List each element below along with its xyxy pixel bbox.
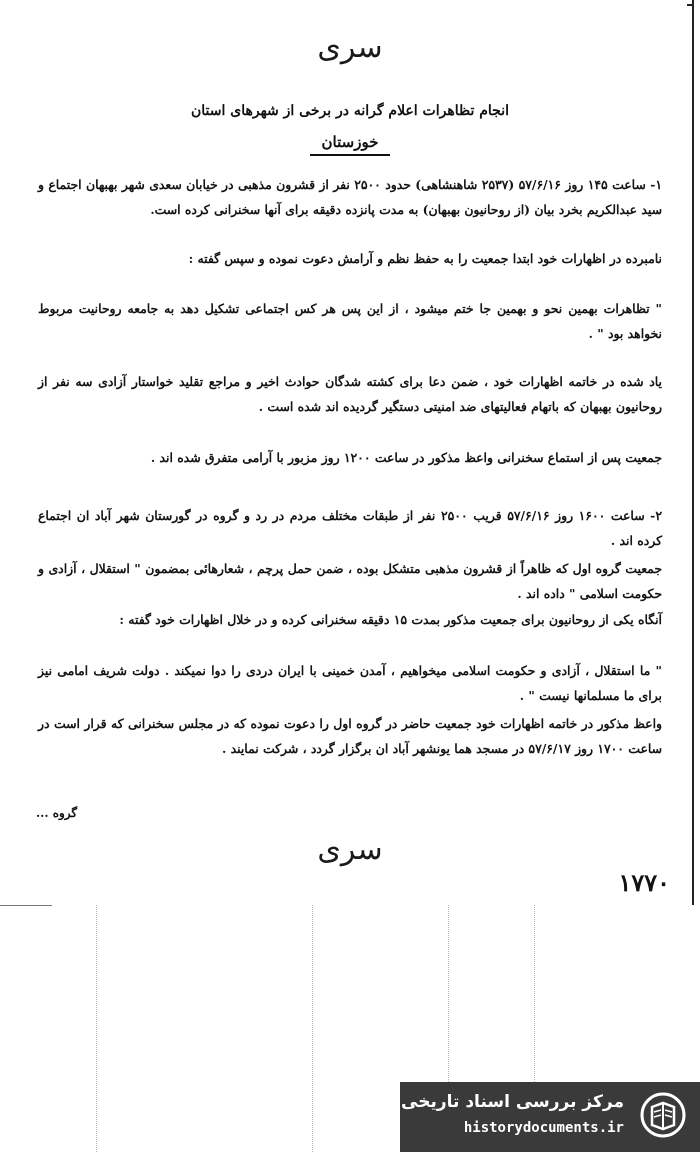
paragraph-5: ۲- ساعت ۱۶۰۰ روز ۵۷/۶/۱۶ قریب ۲۵۰۰ نفر از طبقات مختلف مردم در رد و گروه در گورستان شهر آباد ان اجتماع کرده اند . <box>38 508 662 548</box>
archive-watermark <box>400 1082 700 1152</box>
page-edge <box>692 0 694 905</box>
document-title: انجام تظاهرات اعلام گرانه در برخی از شهرهای استان <box>190 103 509 119</box>
paragraph-3: یاد شده در خاتمه اظهارات خود ، ضمن دعا برای کشته شدگان حوادث اخیر و مراجع تقلید خواستار آزادی سه نفر از روحانیون بهبهان که باتهام فعالیتهای ضد امنیتی دستگیر گردیده اند شده است . <box>38 374 662 414</box>
paragraph-7: آنگاه یکی از روحانیون برای جمعیت مذکور بمدت ۱۵ دقیقه سخنرانی کرده و در خلال اظهارات خود گفته : <box>119 612 662 627</box>
classification-top: سری <box>317 30 383 65</box>
paragraph-2: نامبرده در اظهارات خود ابتدا جمعیت را به حفظ نظم و آرامش دعوت نموده و سپس گفته : <box>188 251 662 266</box>
subtitle-wrap <box>38 132 662 156</box>
quote-2: " ما استقلال ، آزادی و حکومت اسلامی میخواهیم ، آمدن خمینی با ایران دردی را دوا نمیکند . دولت شریف امامی نیز برای ما مسلمانها نیست " . <box>38 663 662 703</box>
paragraph-4: جمعیت پس از استماع سخنرانی واعظ مذکور در ساعت ۱۲۰۰ روز مزبور با آرامی متفرق شده اند . <box>150 450 662 465</box>
group-label: گروه ... <box>36 806 78 820</box>
dotted-guide <box>312 905 313 1152</box>
archive-logo-icon <box>640 1092 686 1138</box>
archive-name: مرکز بررسی اسناد تاریخی <box>401 1092 624 1112</box>
archive-url[interactable]: historydocuments.ir <box>463 1120 624 1136</box>
paragraph-1: ۱- ساعت ۱۴۵ روز ۵۷/۶/۱۶ (۲۵۳۷ شاهنشاهی) حدود ۲۵۰۰ نفر از قشرون مذهبی در خیابان سعدی شهر بهبهان اجتماع و سید عبدالکریم بخرد بیان (از روحانیون بهبهان) به مدت پانزده دقیقه برای آنها سخنرانی کرده است. <box>38 177 662 217</box>
page-number: ۱۷۷۰ <box>618 868 670 897</box>
paragraph-8: واعظ مذکور در خاتمه اظهارات خود جمعیت حاضر در گروه اول را دعوت نموده که در مجلس سخنرانی که قرار است در ساعت ۱۷۰۰ روز ۵۷/۶/۱۷ در مسجد هما یونشهر آباد ان برگزار گردد ، شرکت نمایند . <box>38 716 662 756</box>
page-corner <box>687 4 692 28</box>
paragraph-6: جمعیت گروه اول که ظاهراً از قشرون مذهبی متشکل بوده ، ضمن حمل پرچم ، شعارهائی بمضمون " استقلال ، آزادی و حکومت اسلامی " داده اند . <box>38 561 662 601</box>
classification-bottom: سری <box>317 832 383 867</box>
dotted-guide <box>96 905 97 1152</box>
fold-line <box>0 905 52 906</box>
quote-1: " تظاهرات بهمین نحو و بهمین جا ختم میشود ، از این پس هر کس اجتماعی تشکیل دهد به جامعه روحانیت مربوط نخواهد بود " . <box>38 301 662 341</box>
province-subtitle: خوزستان <box>310 133 391 156</box>
